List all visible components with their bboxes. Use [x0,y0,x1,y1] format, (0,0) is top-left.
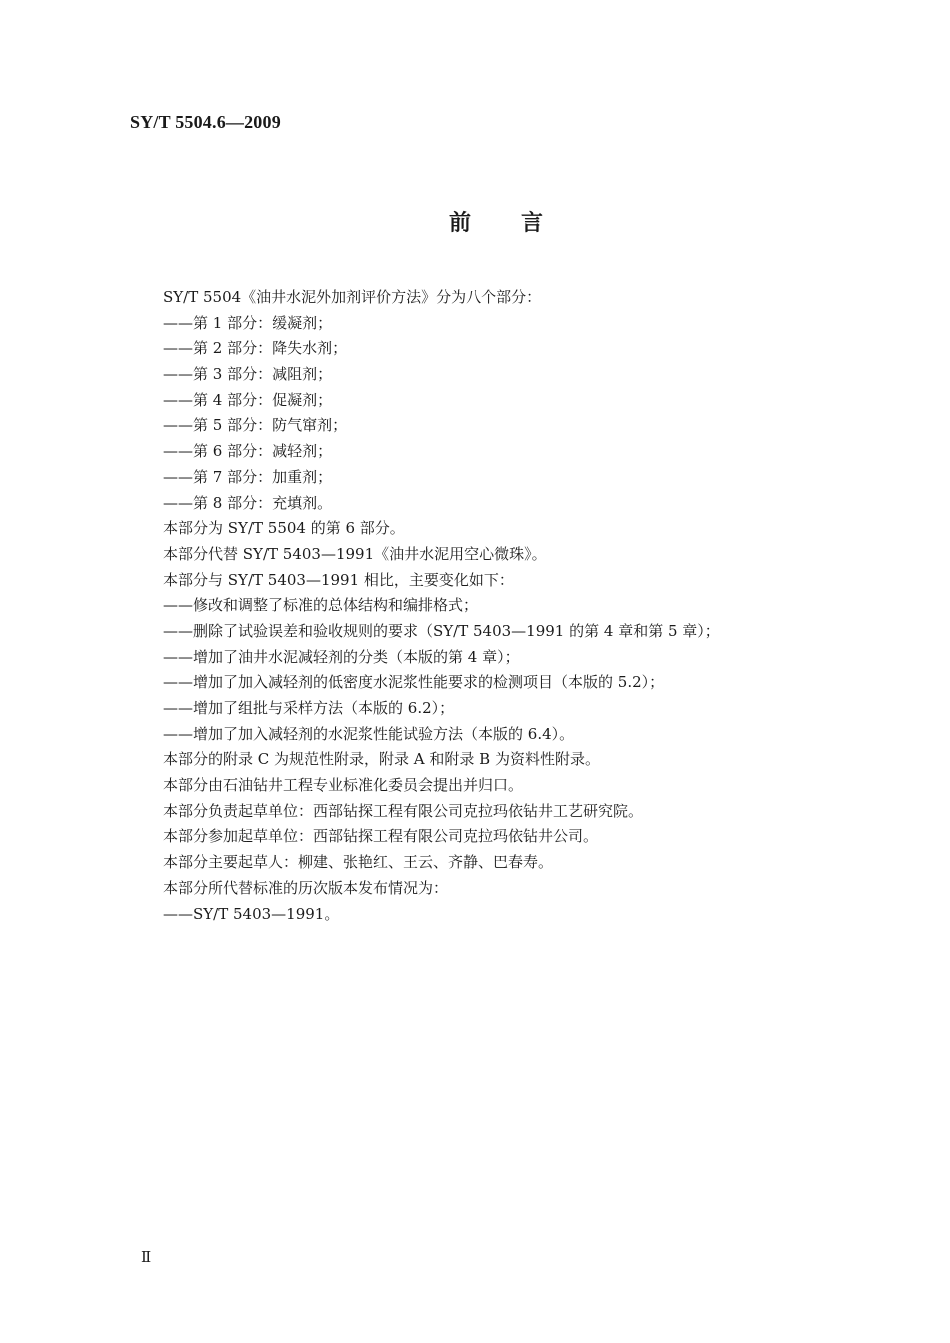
standard-code: SY/T 5504.6—2009 [130,112,281,132]
body-line: 本部分的附录 C 为规范性附录，附录 A 和附录 B 为资料性附录。 [163,750,600,769]
body-line: ——增加了加入减轻剂的低密度水泥浆性能要求的检测项目（本版的 5.2）； [163,673,665,692]
body-line: ——第 1 部分：缓凝剂； [163,313,333,332]
body-line: 本部分所代替标准的历次版本发布情况为： [163,878,449,897]
body-line: ——第 6 部分：减轻剂； [163,442,333,461]
body-line: 本部分代替 SY/T 5403—1991《油井水泥用空心微珠》。 [163,544,547,563]
body-line: 本部分主要起草人：柳建、张艳红、王云、齐静、巴春寿。 [163,853,554,872]
body-line: ——第 4 部分：促凝剂； [163,390,333,409]
body-line: 本部分参加起草单位：西部钻探工程有限公司克拉玛依钻井公司。 [163,827,599,846]
body-line: ——增加了油井水泥减轻剂的分类（本版的第 4 章）； [163,647,520,666]
foreword-body [163,285,803,927]
body-line: SY/T 5504《油井水泥外加剂评价方法》分为八个部分： [163,288,542,306]
body-line: ——SY/T 5403—1991。 [163,904,340,923]
body-line: ——修改和调整了标准的总体结构和编排格式； [163,596,479,615]
body-line: ——增加了组批与采样方法（本版的 6.2）； [163,699,455,717]
body-line: ——删除了试验误差和验收规则的要求（SY/T 5403—1991 的第 4 章和第 5 章）； [163,621,720,640]
body-line: ——第 7 部分：加重剂； [163,467,333,486]
body-line: ——第 5 部分：防气窜剂； [163,416,348,435]
body-line: 本部分负责起草单位：西部钻探工程有限公司克拉玛依钻井工艺研究院。 [163,801,644,820]
body-line: 本部分为 SY/T 5504 的第 6 部分。 [163,519,405,538]
body-line: ——第 2 部分：降失水剂； [163,339,348,358]
page-title: 前言 [449,211,594,236]
page-number: Ⅱ [141,1250,152,1266]
body-line: ——增加了加入减轻剂的水泥浆性能试验方法（本版的 6.4）。 [163,724,575,743]
body-line: 本部分与 SY/T 5403—1991 相比，主要变化如下： [163,570,514,589]
body-line: ——第 8 部分：充填剂。 [163,493,333,512]
body-line: ——第 3 部分：减阻剂； [163,365,333,384]
body-line: 本部分由石油钻井工程专业标准化委员会提出并归口。 [163,776,524,795]
